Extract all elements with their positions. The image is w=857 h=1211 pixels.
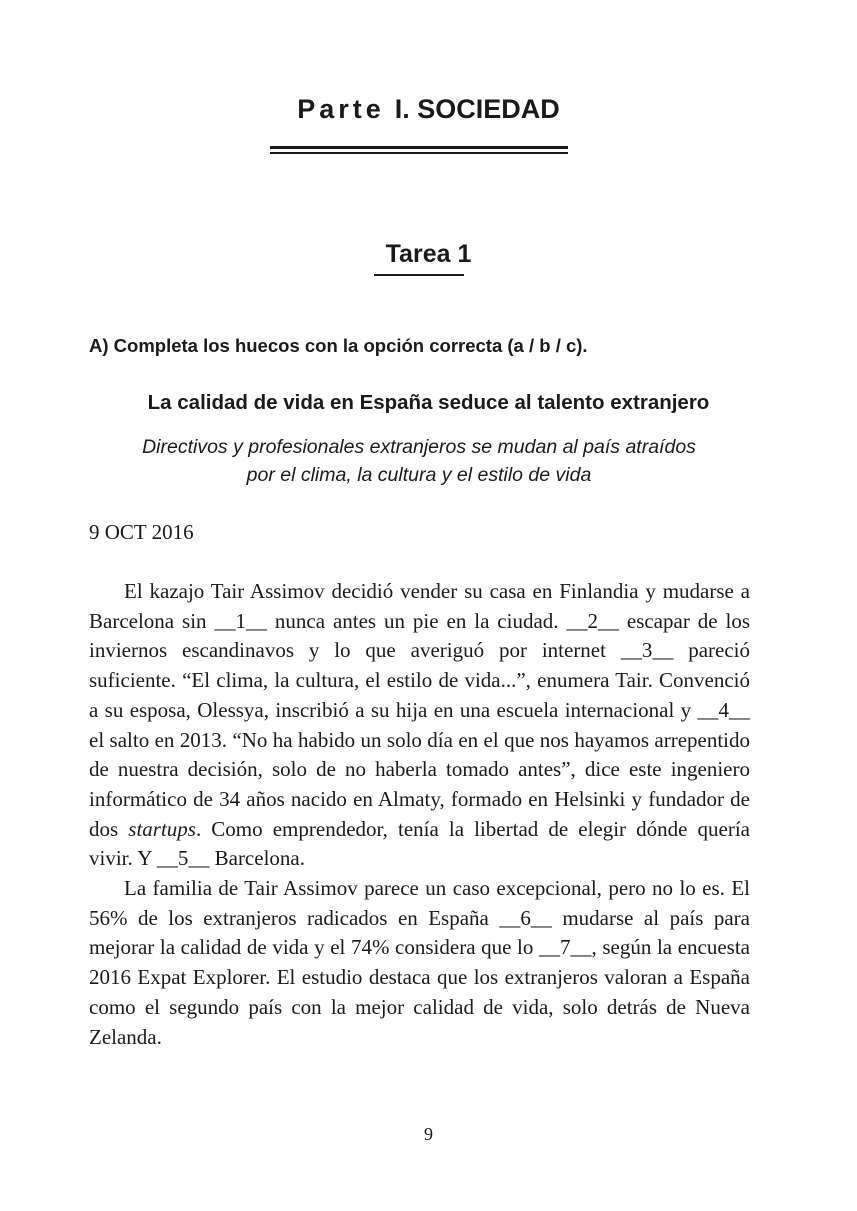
paragraph-1-emphasis: startups: [128, 816, 196, 841]
part-title: [0, 94, 857, 125]
article-body: [89, 577, 750, 1052]
article-subheadline: [90, 433, 748, 489]
paragraph-1-text-a: El kazajo Tair Assimov decidió vender su casa en Finlandia y mudarse a Barcelona sin __1__ nunca antes un pie en la ciudad. __2__ escapar de los inviernos escandinavos y lo que averiguó por internet __3__ pareció suficiente. “El clima, la cultura, el estilo de vida...”, enumera Tair. Convenció a su esposa, Olessya, inscribió a su hija en una escuela internacional y __4__ el salto en 2013. “No ha habido un solo día en el que nos hayamos arrepentido de nuestra decisión, solo de no haberla tomado antes”, dice este ingeniero informático de 34 años nacido en Almaty, formado en Helsinki y fundador de dos: [89, 579, 750, 841]
page-number: 9: [424, 1124, 433, 1144]
task-title: Tarea 1: [385, 240, 472, 268]
exercise-instruction: A) Completa los huecos con la opción correcta (a / b / c).: [89, 335, 588, 356]
part-title-underline-thick: [270, 146, 568, 149]
part-prefix: Parte: [297, 94, 385, 124]
part-name: I. SOCIEDAD: [394, 94, 560, 124]
article-headline: La calidad de vida en España seduce al talento extranjero: [147, 391, 710, 414]
paragraph-1-text-b: . Como emprendedor, tenía la libertad de elegir dónde quería vivir. Y __5__ Barcelona.: [89, 816, 751, 871]
task-title-underline: [374, 274, 464, 276]
subheadline-line-1: Directivos y profesionales extranjeros se mudan al país atraídos: [142, 436, 696, 458]
subheadline-line-2: por el clima, la cultura y el estilo de vida: [246, 464, 592, 486]
article-paragraph-2: La familia de Tair Assimov parece un caso excepcional, pero no lo es. El 56% de los extranjeros radicados en España __6__ mudarse al país para mejorar la calidad de vida y el 74% considera que lo __7__, según la encuesta 2016 Expat Explorer. El estudio destaca que los extranjeros valoran a España como el segundo país con la mejor calidad de vida, solo detrás de Nueva Zelanda.: [89, 876, 750, 1049]
article-date: 9 OCT 2016: [89, 520, 194, 544]
part-title-underline-thin: [270, 152, 568, 154]
article-paragraph-1: [89, 577, 750, 874]
